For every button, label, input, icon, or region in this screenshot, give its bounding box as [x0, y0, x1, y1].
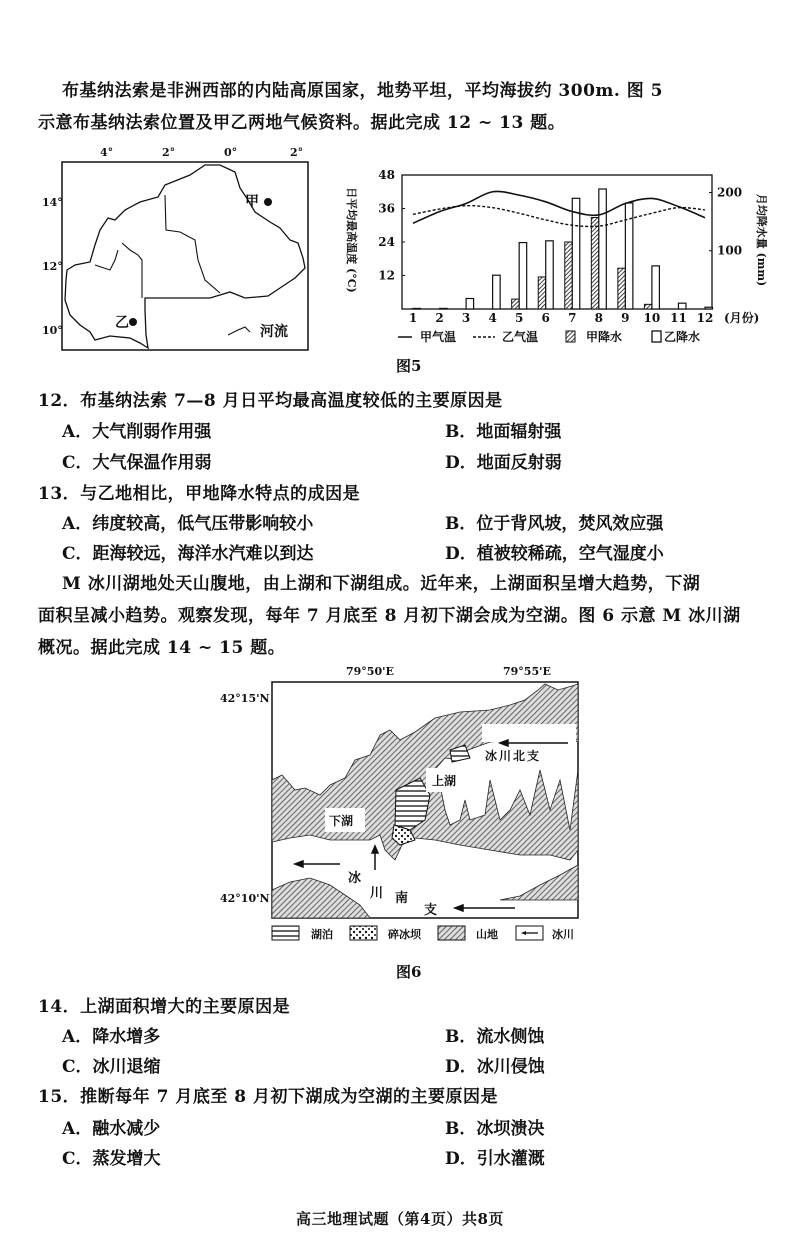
left-axis-title: 日平均最高温度 (°C): [345, 187, 358, 293]
south-branch-label: 川: [370, 886, 384, 901]
x-tick-label: 5: [515, 311, 524, 325]
right-axis-title: 月均降水量 (mm): [755, 193, 768, 287]
bar-site-a-precip: [591, 218, 599, 309]
left-tick-label: 36: [378, 201, 395, 216]
intro-paragraph-line: 概况。据此完成 14 ~ 15 题。: [38, 638, 286, 658]
q15-option-b[interactable]: B．冰坝溃决: [445, 1119, 545, 1139]
intro-paragraph-line: 面积呈减小趋势。观察发现，每年 7 月底至 8 月初下湖会成为空湖。图 6 示意 M 冰川湖: [38, 606, 741, 626]
south-branch-label: 南: [395, 891, 409, 906]
x-tick-label: 3: [461, 311, 471, 325]
question-12-stem: 12．布基纳法索 7—8 月日平均最高温度较低的主要原因是: [38, 391, 503, 411]
intro-paragraph-line: M 冰川湖地处天山腹地，由上湖和下湖组成。近年来，上湖面积呈增大趋势，下湖: [62, 574, 701, 594]
left-tick-label: 24: [378, 235, 395, 249]
bar-site-b-precip: [678, 303, 686, 309]
bar-site-a-precip: [538, 277, 546, 309]
lat-label: 42°10'N: [220, 892, 270, 905]
bar-site-a-precip: [512, 299, 520, 309]
q15-option-c[interactable]: C．蒸发增大: [62, 1149, 161, 1169]
x-tick-label: 8: [594, 311, 603, 325]
q12-option-d[interactable]: D．地面反射弱: [445, 453, 562, 473]
line-site-b-temp: [413, 206, 705, 227]
lon-label: 4°: [100, 146, 114, 159]
river-legend-label: 河流: [260, 324, 288, 340]
climate-chart: [340, 165, 780, 355]
q13-option-b[interactable]: B．位于背风坡，焚风效应强: [445, 514, 664, 534]
lat-label: 14°: [42, 196, 63, 209]
q14-option-d[interactable]: D．冰川侵蚀: [445, 1057, 545, 1077]
lon-label: 79°50'E: [346, 665, 394, 678]
line-site-a-temp: [413, 191, 705, 223]
bar-site-b-precip: [493, 275, 501, 309]
q13-option-d[interactable]: D．植被较稀疏，空气湿度小: [445, 544, 664, 564]
q12-option-c[interactable]: C．大气保温作用弱: [62, 453, 212, 473]
lat-label: 42°15'N: [220, 692, 270, 705]
x-tick-label: 12: [696, 311, 714, 325]
question-13-stem: 13．与乙地相比，甲地降水特点的成因是: [38, 484, 361, 504]
bar-site-b-precip: [519, 243, 527, 309]
bar-site-a-precip: [565, 242, 573, 309]
bar-site-b-precip: [440, 308, 448, 309]
lon-label: 2°: [162, 146, 176, 159]
legend-a-precip: 甲降水: [586, 330, 623, 344]
site-b-label: 乙: [115, 315, 129, 331]
north-branch-label: 冰川北支: [485, 749, 542, 763]
bar-site-b-precip: [572, 198, 580, 309]
figure-5-caption: 图5: [396, 357, 422, 375]
river-legend-icon: [228, 327, 250, 335]
x-axis-label: (月份): [724, 311, 760, 325]
right-tick-label: 200: [717, 185, 743, 200]
q15-option-d[interactable]: D．引水灌溉: [445, 1149, 545, 1169]
x-tick-label: 9: [621, 311, 630, 325]
bar-site-b-precip: [652, 266, 660, 309]
legend-b-temp: 乙气温: [502, 330, 539, 344]
x-tick-label: 1: [408, 311, 418, 325]
question-15-stem: 15．推断每年 7 月底至 8 月初下湖成为空湖的主要原因是: [38, 1087, 498, 1107]
glacier-lake-map: [220, 660, 600, 960]
site-a-label: 甲: [245, 194, 259, 210]
upper-lake-label: 上湖: [432, 774, 457, 788]
river: [95, 195, 220, 298]
south-branch-label: 支: [424, 903, 438, 918]
q13-option-a[interactable]: A．纬度较高，低气压带影响较小: [62, 514, 314, 534]
lat-label: 10°: [42, 324, 63, 337]
lon-label: 0°: [224, 146, 238, 159]
lon-label: 79°55'E: [503, 665, 551, 678]
country-border: [65, 165, 305, 348]
left-tick-label: 12: [378, 268, 395, 283]
q14-option-c[interactable]: C．冰川退缩: [62, 1057, 161, 1077]
south-branch-label: 冰: [348, 871, 362, 886]
intro-paragraph-line: 布基纳法索是非洲西部的内陆高原国家，地势平坦，平均海拔约 300m. 图 5: [62, 81, 663, 101]
q15-option-a[interactable]: A．融水减少: [62, 1119, 161, 1139]
q14-option-a[interactable]: A．降水增多: [62, 1027, 161, 1047]
lon-label: 2°: [290, 146, 304, 159]
lower-lake-label: 下湖: [329, 814, 354, 828]
page-footer: 高三地理试题（第4页）共8页: [296, 1210, 504, 1228]
x-tick-label: 4: [488, 311, 497, 325]
bar-site-b-precip: [705, 307, 713, 309]
legend-mountain: 山地: [476, 928, 498, 941]
x-tick-label: 11: [670, 311, 687, 325]
left-tick-label: 48: [378, 168, 395, 182]
legend-a-temp: 甲气温: [420, 330, 457, 344]
legend-b-precip: 乙降水: [664, 330, 701, 344]
x-tick-label: 2: [435, 311, 444, 325]
lat-label: 12°: [42, 260, 63, 273]
bar-site-b-precip: [599, 189, 607, 309]
bar-site-a-precip: [618, 268, 626, 309]
burkina-faso-map: [40, 140, 310, 355]
x-tick-label: 6: [541, 311, 550, 325]
right-tick-label: 100: [717, 243, 743, 258]
question-14-stem: 14．上湖面积增大的主要原因是: [38, 997, 291, 1017]
plot-frame: [402, 175, 712, 309]
bar-site-a-precip: [644, 304, 652, 309]
legend-ice-dam: 碎冰坝: [388, 928, 421, 941]
bar-site-b-precip: [546, 241, 554, 309]
legend-lake: 湖泊: [311, 928, 333, 941]
intro-paragraph-line: 示意布基纳法索位置及甲乙两地气候资料。据此完成 12 ~ 13 题。: [38, 113, 566, 133]
q12-option-a[interactable]: A．大气削弱作用强: [62, 422, 212, 442]
bar-site-b-precip: [413, 308, 421, 309]
x-tick-label: 7: [568, 311, 577, 325]
q13-option-c[interactable]: C．距海较远，海洋水汽难以到达: [62, 544, 314, 564]
x-tick-label: 10: [643, 311, 661, 325]
q12-option-b[interactable]: B．地面辐射强: [445, 422, 562, 442]
figure-6-caption: 图6: [396, 963, 422, 981]
q14-option-b[interactable]: B．流水侧蚀: [445, 1027, 545, 1047]
legend-glacier: 冰川: [552, 928, 574, 941]
bar-site-b-precip: [466, 299, 474, 309]
